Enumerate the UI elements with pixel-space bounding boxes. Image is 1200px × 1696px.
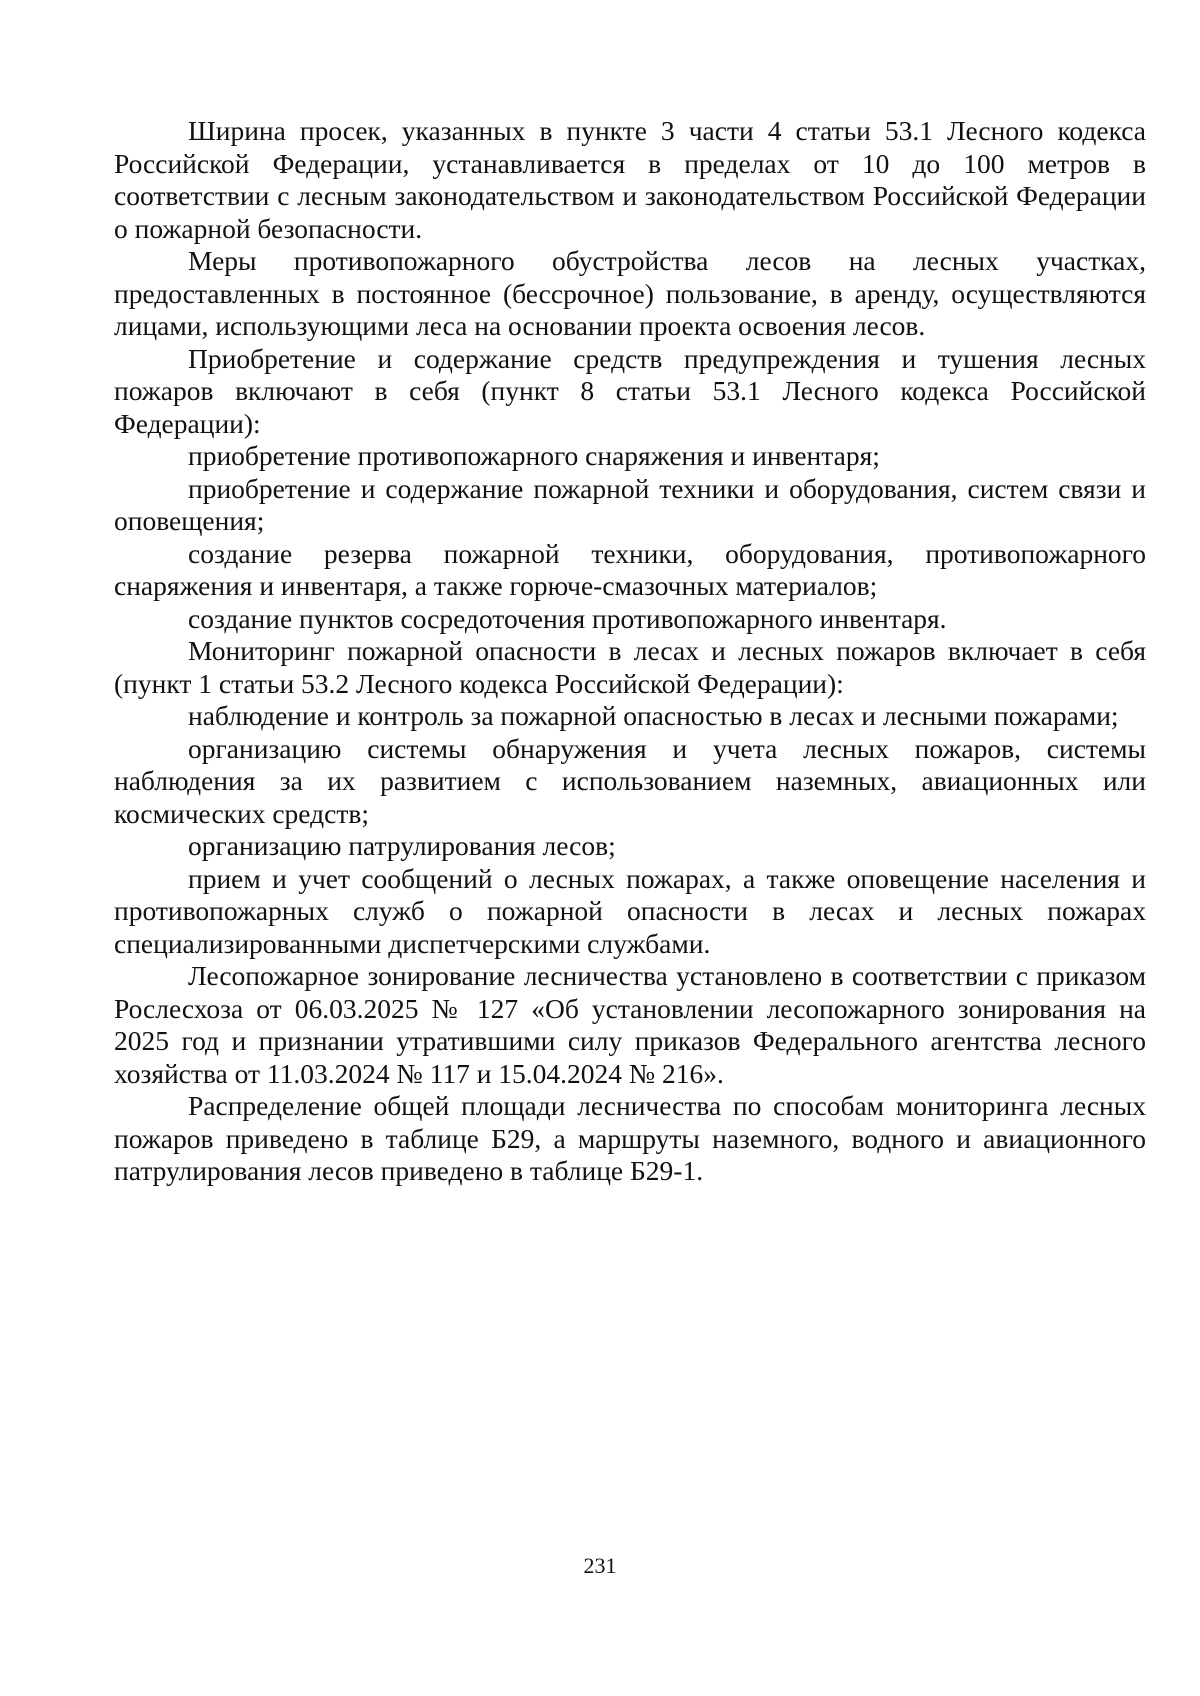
paragraph-area-distribution: Распределение общей площади лесничества по способам мониторинга лесных пожаров приведено в таблице Б29, а маршруты наземного, водного и авиационного патрулирования лесов приведено в таблице Б29-1. (114, 1090, 1146, 1186)
paragraph-prosek-width: Ширина просек, указанных в пункте 3 части 4 статьи 53.1 Лесного кодекса Российской Федерации, устанавливается в пределах от 10 до 100 метров в соответствии с лесным законодательством и законодательством Российской Федерации о пожарной безопасности. (114, 115, 1146, 244)
list-item-reserve: создание резерва пожарной техники, оборудования, противопожарного снаряжения и инвентаря, а также горюче-смазочных материалов; (114, 537, 1146, 601)
list-item-equipment-purchase: приобретение противопожарного снаряжения и инвентаря; (188, 440, 880, 471)
paragraph-monitoring-intro: Мониторинг пожарной опасности в лесах и лесных пожаров включает в себя (пункт 1 статьи 53.2 Лесного кодекса Российской Федерации): (114, 635, 1146, 699)
body-text (114, 115, 1146, 1188)
list-item-detection-system: организацию системы обнаружения и учета лесных пожаров, системы наблюдения за их развитием с использованием наземных, авиационных или космических средств; (114, 732, 1146, 829)
list-item-concentration-points: создание пунктов сосредоточения противопожарного инвентаря. (188, 602, 947, 634)
list-item-equipment-maintenance: приобретение и содержание пожарной техники и оборудования, систем связи и оповещения; (114, 472, 1146, 536)
paragraph-fire-equipment-intro: Приобретение и содержание средств предупреждения и тушения лесных пожаров включают в себя (пункт 8 статьи 53.1 Лесного кодекса Российской Федерации): (114, 342, 1146, 439)
paragraph-fire-measures: Меры противопожарного обустройства лесов на лесных участках, предоставленных в постоянное (бессрочное) пользование, в аренду, осуществляются лицами, использующими леса на основании проекта освоения лесов. (114, 245, 1146, 341)
paragraph-fire-zoning: Лесопожарное зонирование лесничества установлено в соответствии с приказом Рослесхоза от 06.03.2025 № 127 «Об установлении лесопожарного зонирования на 2025 год и признании утратившими силу приказов Федерального агентства лесного хозяйства от 11.03.2024 № 117 и 15.04.2024 № 216». (114, 960, 1146, 1089)
list-item-observation: наблюдение и контроль за пожарной опасностью в лесах и лесными пожарами; (188, 700, 1119, 731)
page-number: 231 (583, 1553, 617, 1578)
list-item-reports: прием и учет сообщений о лесных пожарах, а также оповещение населения и противопожарных служб о пожарной опасности в лесах и лесных пожарах специализированными диспетчерскими службами. (114, 862, 1146, 959)
list-item-patrolling: организацию патрулирования лесов; (188, 830, 616, 861)
